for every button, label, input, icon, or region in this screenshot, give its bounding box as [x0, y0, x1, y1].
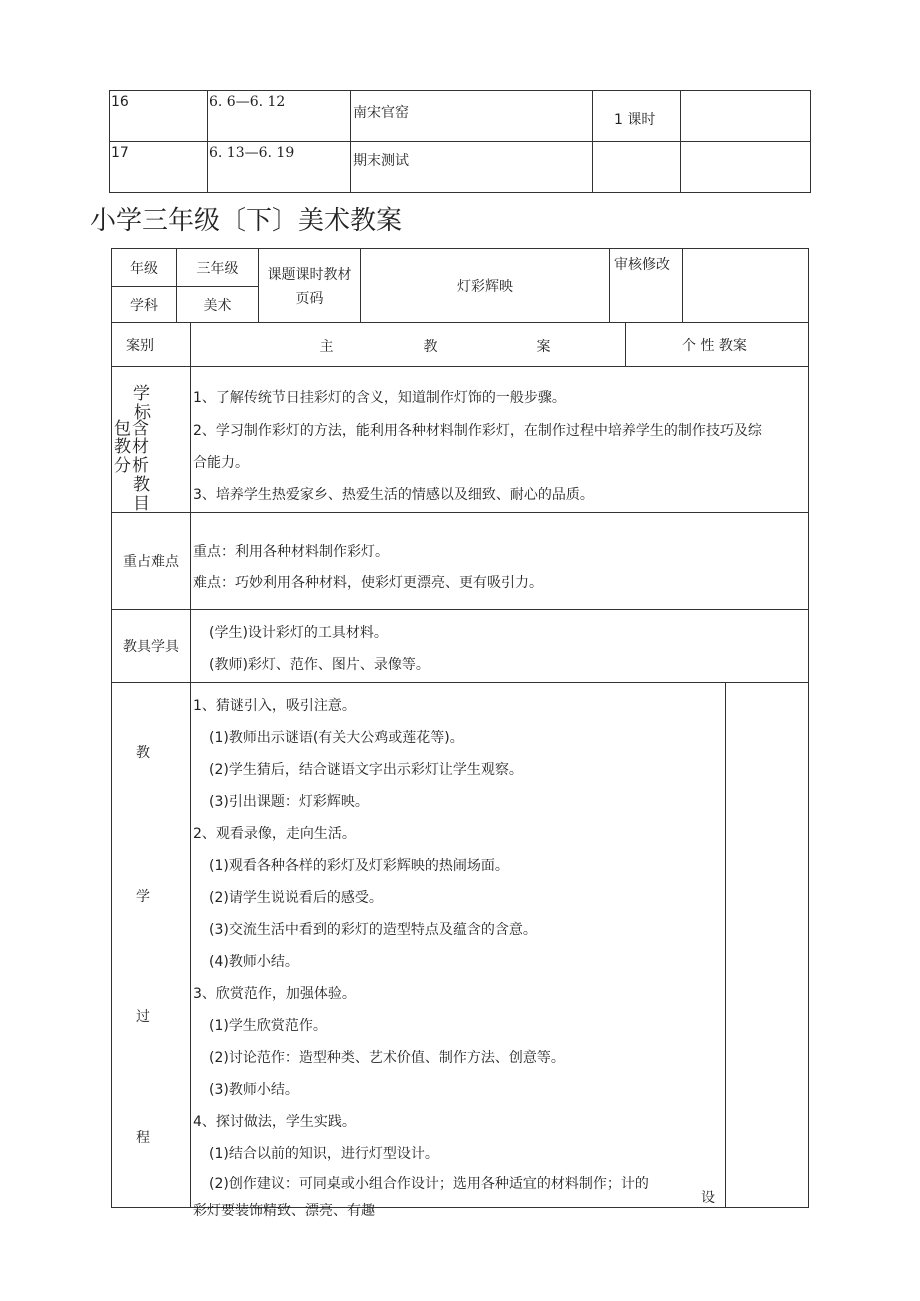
- personal-plan-header: 个 性 教案: [626, 323, 809, 367]
- schedule-extra: [681, 142, 811, 193]
- grade-value: 三年级: [177, 249, 259, 287]
- schedule-num: 16: [110, 91, 208, 142]
- keypoints-content: 重点：利用各种材料制作彩灯。 难点：巧妙利用各种材料，使彩灯更漂亮、更有吸引力。: [191, 513, 809, 610]
- topic-label: 课题课时教材 页码: [259, 249, 361, 323]
- schedule-num: 17: [110, 142, 208, 193]
- main-plan-header: 主 教 案: [191, 323, 626, 367]
- schedule-hours: 1 课时: [593, 91, 681, 142]
- page-title: 小学三年级〔下〕美术教案: [90, 206, 403, 236]
- review-label: 审核修改: [610, 249, 683, 323]
- subject-value: 美术: [177, 287, 259, 323]
- schedule-extra: [681, 91, 811, 142]
- schedule-title: 南宋官窑: [351, 91, 593, 142]
- tools-label: 教具学具: [112, 610, 191, 683]
- section-label: 案别: [112, 323, 191, 367]
- schedule-date: 6. 6—6. 12: [208, 91, 351, 142]
- plan-table: [111, 322, 809, 1219]
- review-value: [683, 249, 809, 323]
- grade-label: 年级: [112, 249, 177, 287]
- process-content: 1、猜谜引入，吸引注意。 (1)教师出示谜语(有关大公鸡或莲花等)。 (2)学生猜后，结合谜语文字出示彩灯让学生观察。 (3)引出课题：灯彩辉映。 2、观看录像，走向生活。 (1)观看各种各样的彩灯及灯彩辉映的热闹场面。 (2)请学生说说看后的感受。 (3)交流生活中看到的彩灯的造型特点及蕴含的含意。 (4)教师小结。 3、欣赏范作，加强体验。 (1)学生欣赏范作。 (2)讨论范作：造型种类、艺术价值、制作方法、创意等。 (3)教师小结。 4、探讨做法，学生实践。 (1)结合以前的知识，进行灯型设计。 (2)创作建议：可同桌或小组合作设计；选用各种适宜的材料制作；计的 设 彩灯要装饰精致、漂亮、有趣: [191, 683, 809, 1208]
- objectives-label: 学 标 包 含 教 材 分 析 教 目: [112, 367, 191, 513]
- schedule-table: [109, 90, 811, 193]
- objectives-content: 1、了解传统节日挂彩灯的含义，知道制作灯饰的一般步骤。 2、学习制作彩灯的方法，能利用各种材料制作彩灯，在制作过程中培养学生的制作技巧及综 合能力。 3、培养学生热爱家乡、热爱生活的情感以及细致、耐心的品质。: [191, 367, 809, 513]
- schedule-date: 6. 13—6. 19: [208, 142, 351, 193]
- keypoints-label: 重占难点: [112, 513, 191, 610]
- schedule-hours: [593, 142, 681, 193]
- schedule-title: 期末测试: [351, 142, 593, 193]
- tools-content: (学生)设计彩灯的工具材料。 (教师)彩灯、范作、图片、录像等。: [191, 610, 809, 683]
- subject-label: 学科: [112, 287, 177, 323]
- topic-value: 灯彩辉映: [361, 249, 610, 323]
- personal-column-divider: [725, 683, 726, 1208]
- process-label: 教 学 过 程: [112, 683, 191, 1208]
- header-table: [111, 248, 809, 323]
